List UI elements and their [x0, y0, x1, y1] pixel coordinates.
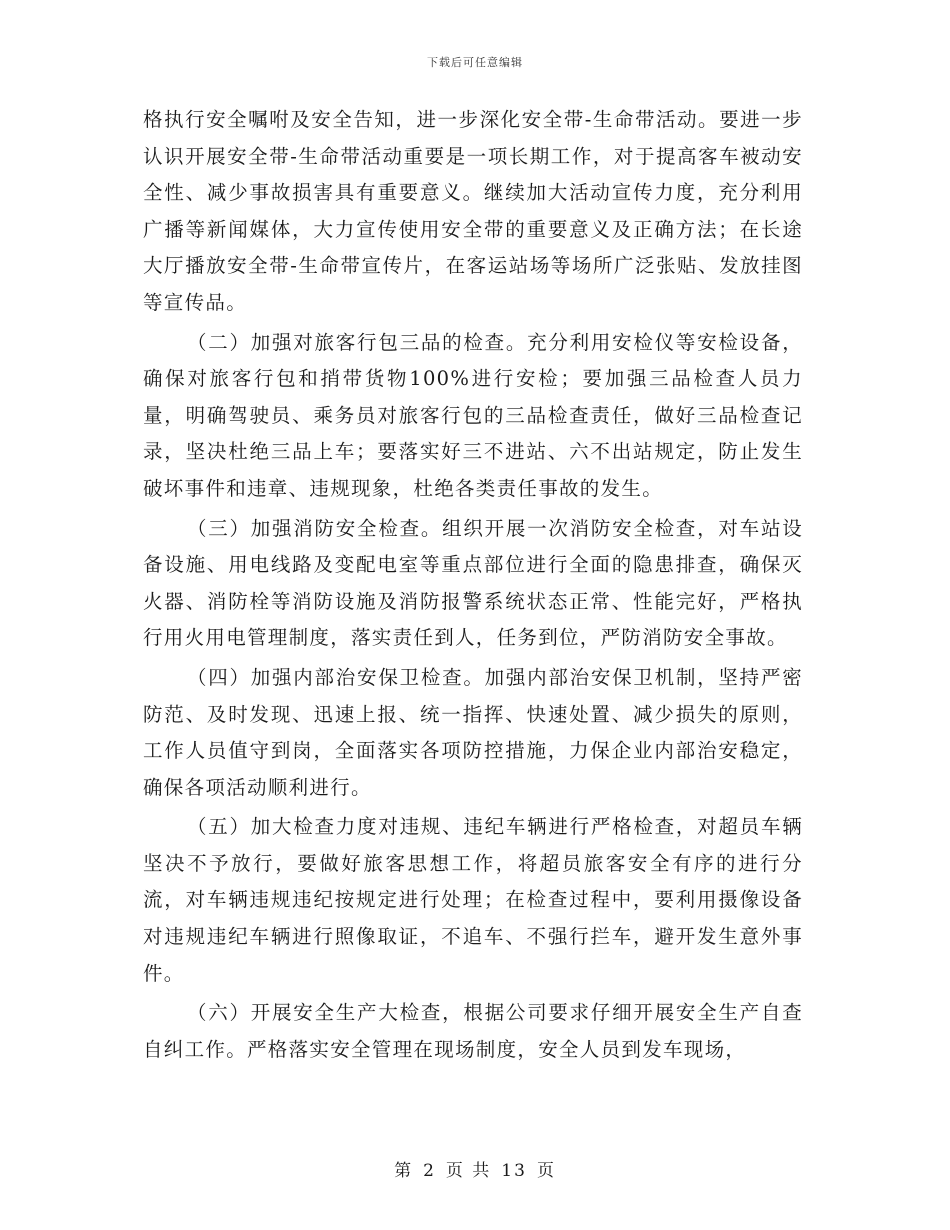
current-page-number: 2 — [423, 1161, 436, 1181]
paragraph-luggage-inspection: （二）加强对旅客行包三品的检查。充分利用安检仪等安检设备，确保对旅客行包和捎带货物100%进行安检；要加强三品检查人员力量，明确驾驶员、乘务员对旅客行包的三品检查责任，做好三品检查记录，坚决杜绝三品上车；要落实好三不进站、六不出站规定，防止发生破坏事件和违章、违规现象，杜绝各类责任事故的发生。 — [143, 330, 803, 500]
header-note: 下载后可任意编辑 — [427, 56, 523, 69]
total-pages-number: 13 — [501, 1161, 527, 1181]
footer-suffix: 页 — [536, 1161, 556, 1181]
footer-middle: 页 共 — [445, 1161, 492, 1181]
paragraph-production-safety: （六）开展安全生产大检查，根据公司要求仔细开展安全生产自查自纠工作。严格落实安全管理在现场制度，安全人员到发车现场， — [143, 1001, 803, 1061]
paragraph-fire-safety: （三）加强消防安全检查。组织开展一次消防安全检查，对车站设备设施、用电线路及变配电室等重点部位进行全面的隐患排查，确保灭火器、消防栓等消防设施及消防报警系统状态正常、性能完好，严格执行用火用电管理制度，落实责任到人，任务到位，严防消防安全事故。 — [143, 516, 803, 650]
footer-prefix: 第 — [394, 1161, 414, 1181]
paragraph-internal-security: （四）加强内部治安保卫检查。加强内部治安保卫机制，坚持严密防范、及时发现、迅速上报、统一指挥、快速处置、减少损失的原则，工作人员值守到岗，全面落实各项防控措施，力保企业内部治安稳定，确保各项活动顺利进行。 — [143, 665, 803, 799]
paragraph-continuation: 格执行安全嘱咐及安全告知，进一步深化安全带-生命带活动。要进一步认识开展安全带-生命带活动重要是一项长期工作，对于提高客车被动安全性、减少事故损害具有重要意义。继续加大活动宣传力度，充分利用广播等新闻媒体，大力宣传使用安全带的重要意义及正确方法；在长途大厅播放安全带-生命带宣传片，在客运站场等场所广泛张贴、发放挂图等宣传品。 — [143, 108, 803, 314]
paragraph-vehicle-inspection: （五）加大检查力度对违规、违纪车辆进行严格检查，对超员车辆坚决不予放行，要做好旅客思想工作，将超员旅客安全有序的进行分流，对车辆违规违纪按规定进行处理；在检查过程中，要利用摄像设备对违规违纪车辆进行照像取证，不追车、不强行拦车，避开发生意外事件。 — [143, 815, 803, 985]
page-footer — [0, 1156, 950, 1181]
document-body — [143, 102, 803, 1071]
